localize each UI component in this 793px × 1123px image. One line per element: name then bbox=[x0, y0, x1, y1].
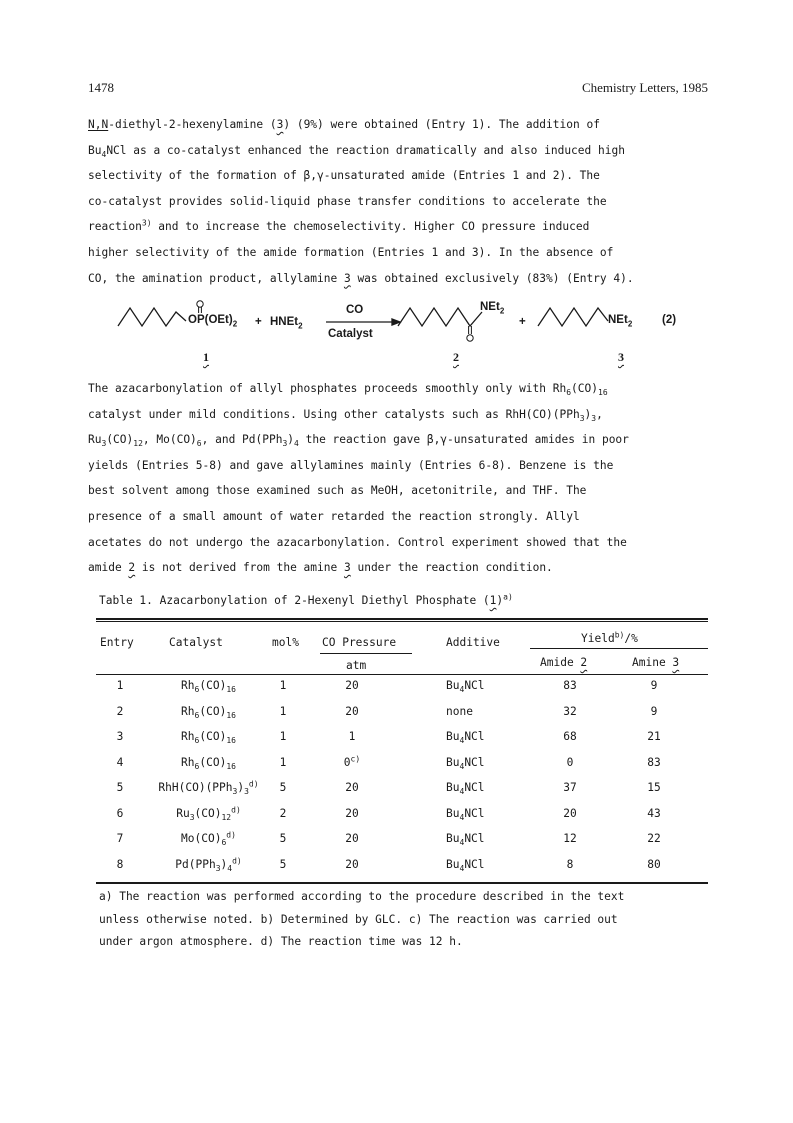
cell-additive: $Bu_4NCl$ bbox=[446, 755, 485, 771]
cell-catalyst: $Rh_6(CO)_{16}$ bbox=[181, 755, 236, 771]
cell-amide-yield: 12 bbox=[563, 832, 577, 845]
arrow-catalyst-label: Catalyst bbox=[328, 328, 373, 340]
carbonyl-oxygen bbox=[467, 335, 473, 341]
cell-amine-yield: 21 bbox=[647, 730, 661, 743]
table-footnotes bbox=[99, 886, 624, 954]
diethylamine-label: HNEt$_2$ bbox=[270, 316, 303, 331]
cell-amide-yield: 32 bbox=[563, 704, 577, 718]
hexenyl-chain-amide bbox=[398, 308, 482, 326]
cell-mol-percent: 5 bbox=[279, 781, 287, 794]
cell-amide-yield: 20 bbox=[563, 806, 577, 820]
cell-co-pressure: 20 bbox=[345, 806, 359, 820]
amine-nitrogen-label: NEt$_2$ bbox=[608, 314, 633, 329]
cell-amide-yield: 37 bbox=[563, 781, 577, 794]
cell-amine-yield: 22 bbox=[647, 832, 661, 845]
table-row bbox=[96, 855, 708, 884]
page-header bbox=[88, 80, 708, 100]
cell-catalyst: $Rh_6(CO)_{16}$ bbox=[181, 704, 236, 720]
amide-nitrogen-label: NEt$_2$ bbox=[480, 301, 505, 316]
paragraph-line: $Ru_3(CO)_{12}$, $Mo(CO)_6$, and $Pd(PPh_3)_4$ the reaction gave β,γ-unsaturated amides in poor bbox=[88, 433, 629, 449]
cell-mol-percent: 1 bbox=[279, 755, 287, 769]
reference-mark: 3) bbox=[141, 218, 152, 228]
paragraph-line: yields (Entries 5-8) and gave allylamines mainly (Entries 6-8). Benzene is the bbox=[88, 458, 614, 472]
cell-catalyst: $Pd(PPh_3)_4^{d)}$ bbox=[175, 855, 242, 873]
hexenyl-chain-amine bbox=[538, 308, 608, 326]
cell-amine-yield: 43 bbox=[647, 806, 661, 820]
table-top-rule bbox=[96, 618, 708, 620]
cell-amide-yield: 68 bbox=[563, 730, 577, 743]
paragraph-line: $Bu_4NCl$ as a co-catalyst enhanced the reaction dramatically and also induced high bbox=[88, 143, 625, 159]
footnote-line: under argon atmosphere. d) The reaction time was 12 h. bbox=[99, 935, 463, 948]
compound-number-3: 3 bbox=[618, 350, 624, 364]
cell-additive: none bbox=[446, 704, 473, 718]
col-header-amine: Amine 3 bbox=[632, 656, 680, 669]
cell-additive: $Bu_4NCl$ bbox=[446, 832, 485, 848]
paragraph-line: amide 2 is not derived from the amine 3 under the reaction condition. bbox=[88, 561, 553, 575]
col-header-co-pressure: CO Pressure bbox=[322, 636, 397, 649]
cell-mol-percent: 5 bbox=[279, 832, 287, 845]
paragraph-line: The azacarbonylation of allyl phosphates proceeds smoothly only with $Rh_6(CO)_{16}$ bbox=[88, 382, 608, 398]
cell-catalyst: $Ru_3(CO)_{12}^{d)}$ bbox=[176, 804, 241, 822]
table-row bbox=[96, 753, 708, 782]
cell-mol-percent: 1 bbox=[279, 730, 287, 743]
footnote-line: a) The reaction was performed according to the procedure described in the text bbox=[99, 890, 625, 903]
compound-number: 3 bbox=[343, 561, 351, 575]
cell-co-pressure: 20 bbox=[345, 704, 359, 718]
paragraph-line: higher selectivity of the amide formation (Entries 1 and 3). In the absence of bbox=[88, 245, 614, 259]
phosphoryl-oxygen bbox=[197, 301, 203, 307]
paragraph-line: presence of a small amount of water retarded the reaction strongly. Allyl bbox=[88, 509, 580, 523]
col-header-yield: Yield$^{b)}$/% bbox=[581, 630, 638, 645]
table-row bbox=[96, 679, 708, 705]
cell-entry: 4 bbox=[116, 755, 124, 769]
table-top-rule-inner bbox=[96, 621, 708, 622]
cell-entry: 8 bbox=[116, 857, 124, 871]
cell-co-pressure: 0$^{c)}$ bbox=[343, 753, 361, 769]
table-row bbox=[96, 730, 708, 756]
compound-number-1: 1 bbox=[203, 350, 209, 364]
col-header-mol: mol% bbox=[272, 636, 299, 649]
page-number: 1478 bbox=[88, 80, 114, 95]
italic-nn: N,N bbox=[88, 118, 109, 131]
paragraph-2 bbox=[88, 376, 716, 581]
hexenyl-chain-reactant bbox=[118, 308, 186, 326]
cell-catalyst: $RhH(CO)(PPh_3)_3^{d)}$ bbox=[158, 779, 259, 797]
cell-amide-yield: 83 bbox=[563, 679, 577, 692]
plus-sign: + bbox=[519, 316, 526, 328]
compound-number-2: 2 bbox=[453, 350, 459, 364]
paragraph-line: co-catalyst provides solid-liquid phase transfer conditions to accelerate the bbox=[88, 194, 607, 208]
compound-number: 2 bbox=[128, 561, 136, 575]
table-row bbox=[96, 804, 708, 833]
equation-number: (2) bbox=[662, 314, 677, 326]
col-header-catalyst: Catalyst bbox=[169, 636, 223, 649]
col-header-amide: Amide 2 bbox=[540, 656, 588, 669]
cell-mol-percent: 1 bbox=[279, 679, 287, 692]
cell-additive: $Bu_4NCl$ bbox=[446, 806, 485, 822]
yield-underline bbox=[530, 648, 708, 649]
cell-additive: $Bu_4NCl$ bbox=[446, 679, 485, 695]
col-header-atm: atm bbox=[346, 659, 367, 672]
paragraph-line: selectivity of the formation of β,γ-unsaturated amide (Entries 1 and 2). The bbox=[88, 169, 600, 183]
paragraph-line: catalyst under mild conditions. Using other catalysts such as $RhH(CO)(PPh_3)_3$, bbox=[88, 407, 603, 423]
table-row bbox=[96, 781, 708, 807]
cell-additive: $Bu_4NCl$ bbox=[446, 781, 485, 797]
table-row bbox=[96, 832, 708, 858]
cell-mol-percent: 5 bbox=[279, 857, 287, 871]
col-header-entry: Entry bbox=[100, 636, 134, 649]
cell-entry: 7 bbox=[116, 832, 124, 845]
journal-reference: Chemistry Letters, 1985 bbox=[581, 80, 708, 95]
paragraph-line: acetates do not undergo the azacarbonylation. Control experiment showed that the bbox=[88, 535, 627, 549]
cell-mol-percent: 2 bbox=[279, 806, 287, 820]
cell-entry: 5 bbox=[116, 781, 124, 794]
footnote-line: unless otherwise noted. b) Determined by GLC. c) The reaction was carried out bbox=[99, 912, 618, 926]
compound-number: 3 bbox=[276, 118, 284, 131]
cell-amine-yield: 9 bbox=[650, 679, 658, 692]
paragraph-line: best solvent among those examined such as MeOH, acetonitrile, and THF. The bbox=[88, 484, 587, 498]
cell-amide-yield: 8 bbox=[566, 857, 574, 871]
cell-catalyst: $Rh_6(CO)_{16}$ bbox=[181, 730, 236, 746]
cell-entry: 2 bbox=[116, 704, 124, 718]
paragraph-line: CO, the amination product, allylamine 3 was obtained exclusively (83%) (Entry 4). bbox=[88, 271, 634, 285]
cell-amine-yield: 80 bbox=[647, 857, 661, 871]
cell-additive: $Bu_4NCl$ bbox=[446, 857, 485, 873]
cell-catalyst: $Rh_6(CO)_{16}$ bbox=[181, 679, 236, 695]
reaction-scheme bbox=[110, 296, 730, 376]
cell-co-pressure: 1 bbox=[348, 730, 356, 743]
compound-number: 3 bbox=[343, 271, 351, 285]
arrow-reagent-co: CO bbox=[346, 304, 364, 316]
col-header-additive: Additive bbox=[446, 636, 500, 649]
phosphate-group-label: $OP(OEt)_2$ bbox=[188, 314, 238, 329]
table-bottom-rule bbox=[96, 882, 708, 884]
paragraph-line: N,N-diethyl-2-hexenylamine (3) (9%) were obtained (Entry 1). The addition of bbox=[88, 118, 600, 131]
cell-entry: 6 bbox=[116, 806, 124, 820]
cell-amine-yield: 15 bbox=[647, 781, 661, 794]
cell-amine-yield: 83 bbox=[647, 755, 661, 769]
cell-additive: $Bu_4NCl$ bbox=[446, 730, 485, 746]
cell-co-pressure: 20 bbox=[345, 832, 359, 845]
cell-co-pressure: 20 bbox=[345, 857, 359, 871]
table-caption: Table 1. Azacarbonylation of 2-Hexenyl Diethyl Phosphate $(1)^{a)}$ bbox=[99, 592, 513, 607]
cell-amine-yield: 9 bbox=[650, 704, 658, 718]
cell-entry: 1 bbox=[116, 679, 124, 692]
table-row bbox=[96, 705, 708, 731]
co-pressure-underline bbox=[320, 653, 412, 654]
table-header-rule bbox=[96, 674, 708, 675]
paragraph-line: reaction$^{3)}$ and to increase the chemoselectivity. Higher CO pressure induced bbox=[88, 218, 590, 234]
cell-co-pressure: 20 bbox=[345, 781, 359, 794]
cell-amide-yield: 0 bbox=[566, 755, 574, 769]
cell-entry: 3 bbox=[116, 730, 124, 743]
paragraph-1 bbox=[88, 112, 716, 291]
cell-co-pressure: 20 bbox=[345, 679, 359, 692]
cell-mol-percent: 1 bbox=[279, 704, 287, 718]
cell-catalyst: $Mo(CO)_6^{d)}$ bbox=[181, 830, 236, 848]
plus-sign: + bbox=[255, 316, 262, 328]
compound-number: 1 bbox=[489, 594, 497, 607]
